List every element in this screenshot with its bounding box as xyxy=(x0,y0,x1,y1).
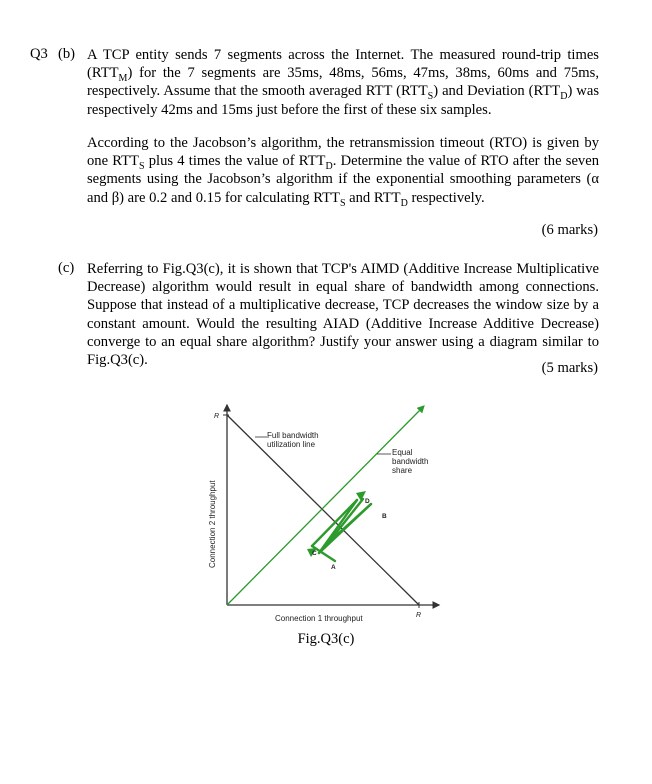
subscript: D xyxy=(400,197,408,209)
part-c-label: (c) xyxy=(58,260,75,276)
point-d: D xyxy=(365,498,370,505)
x-max-label: R xyxy=(416,612,422,619)
equal-label-3: share xyxy=(392,466,413,475)
x-axis-label: Connection 1 throughput xyxy=(275,614,363,623)
part-b-paragraph-1 xyxy=(87,46,599,119)
text-run: ) and Deviation (RTT xyxy=(433,83,561,100)
part-c-marks: (5 marks) xyxy=(541,360,598,376)
y-axis-label: Connection 2 throughput xyxy=(208,480,217,568)
figure-caption: Fig.Q3(c) xyxy=(297,631,355,647)
subscript: M xyxy=(118,73,128,85)
part-b-paragraph-2 xyxy=(87,134,599,207)
full-bw-label-1: Full bandwidth xyxy=(267,431,319,440)
aimd-diagram xyxy=(195,393,455,628)
text-run: ) was respectively 42ms and 15ms just before the first of these six samples. xyxy=(87,83,599,118)
equal-label-1: Equal xyxy=(392,448,413,457)
subscript: D xyxy=(560,91,568,103)
text-run: A TCP entity sends 7 segments across the Internet. The measured round-trip times (RTT xyxy=(87,47,599,82)
question-number: Q3 xyxy=(30,46,48,62)
point-b: B xyxy=(382,513,387,520)
text-run: ) for the 7 segments are 35ms, 48ms, 56ms, 47ms, 38ms, 60ms and 75ms, respectively. Assume that the smooth averaged RTT (RTT xyxy=(87,65,599,100)
part-b-label: (b) xyxy=(58,46,76,62)
full-bw-label-2: utilization line xyxy=(267,440,316,449)
text-run: . Determine the value of RTO after the seven segments using the Jacobson’s algorithm if the exponential smoothing parameters (α and β) are 0.2 and 0.15 for calculating RTT xyxy=(87,153,600,206)
part-c-paragraph: Referring to Fig.Q3(c), it is shown that TCP's AIMD (Additive Increase Multiplicative Decrease) algorithm would result in equal share of bandwidth among connections. Suppose that instead of a multiplicative decrease, TCP decreases the window size by a constant amount. Would the resulting AIAD (Additive Increase Additive Decrease) converge to an equal share algorithm? Justify your answer using a diagram similar to Fig.Q3(c). xyxy=(87,261,599,369)
text-run: respectively. xyxy=(407,189,485,206)
part-b-marks: (6 marks) xyxy=(541,222,598,238)
subscript: S xyxy=(427,91,434,103)
text-run: and RTT xyxy=(345,189,401,206)
subscript: S xyxy=(339,197,346,209)
point-c: C xyxy=(312,550,317,557)
subscript: D xyxy=(325,161,333,173)
point-a: A xyxy=(331,564,336,571)
equal-label-2: bandwidth xyxy=(392,457,429,466)
text-run: According to the Jacobson’s algorithm, the retransmission timeout (RTO) is given by one RTT xyxy=(87,135,599,170)
y-max-label: R xyxy=(214,413,220,420)
text-run: plus 4 times the value of RTT xyxy=(144,153,326,170)
subscript: S xyxy=(138,161,145,173)
